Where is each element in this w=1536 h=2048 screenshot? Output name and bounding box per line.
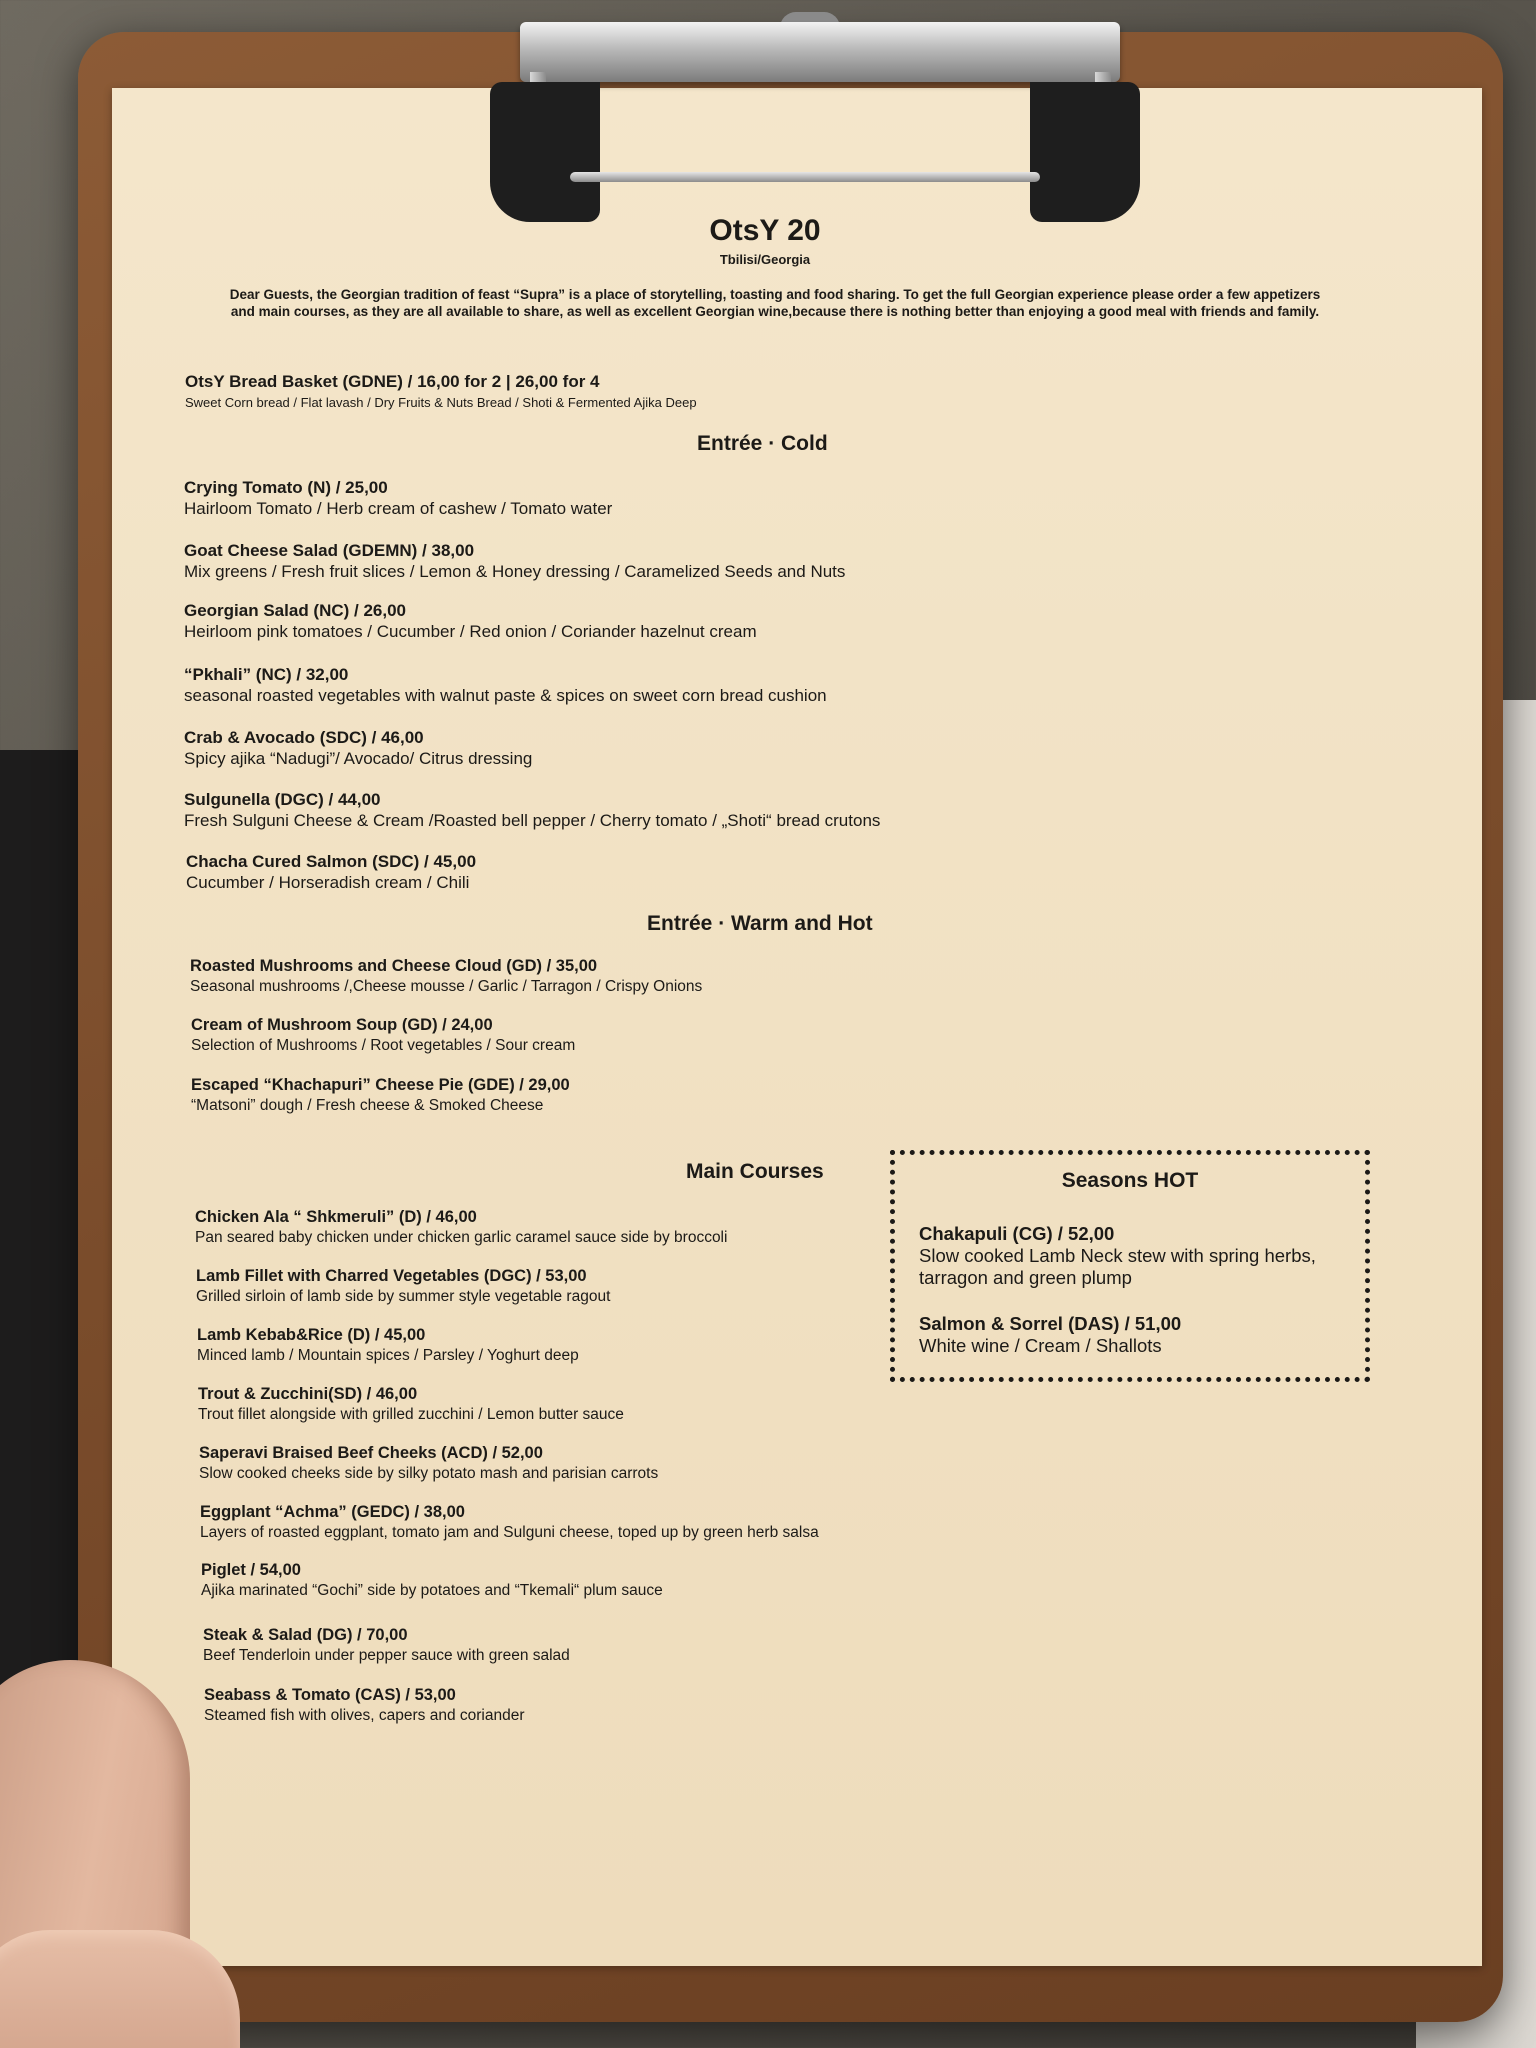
menu-title: OtsY 20: [709, 214, 821, 247]
menu-item: [196, 1266, 610, 1308]
item-description: Ajika marinated “Gochi” side by potatoes and “Tkemali“ plum sauce: [201, 1582, 663, 1599]
item-name: “Pkhali” (NC) / 32,00: [184, 665, 349, 684]
section-heading-warm: Entrée · Warm and Hot: [647, 912, 873, 935]
season-item: [919, 1223, 1319, 1289]
menu-item: [190, 956, 702, 998]
item-name: Cream of Mushroom Soup (GD) / 24,00: [191, 1016, 493, 1034]
item-name: Lamb Fillet with Charred Vegetables (DGC) / 53,00: [196, 1267, 587, 1285]
item-description: Hairloom Tomato / Herb cream of cashew / Tomato water: [184, 499, 613, 518]
item-name: Goat Cheese Salad (GDEMN) / 38,00: [184, 541, 475, 560]
section-heading-seasons: Seasons HOT: [1061, 1169, 1199, 1192]
menu-item: [184, 478, 612, 520]
item-description: Seasonal mushrooms /,Cheese mousse / Garlic / Tarragon / Crispy Onions: [190, 978, 703, 995]
menu-item: [203, 1625, 570, 1667]
menu-item: [184, 601, 757, 643]
item-description: Steamed fish with olives, capers and coriander: [204, 1707, 525, 1724]
item-name: Steak & Salad (DG) / 70,00: [203, 1626, 408, 1644]
seasons-hot-box: [890, 1150, 1370, 1382]
section-heading-cold: Entrée · Cold: [697, 432, 828, 455]
item-name: Crab & Avocado (SDC) / 46,00: [184, 728, 424, 747]
item-description: Minced lamb / Mountain spices / Parsley / Yoghurt deep: [197, 1347, 579, 1364]
menu-item: [184, 790, 880, 832]
item-description: Sweet Corn bread / Flat lavash / Dry Fruits & Nuts Bread / Shoti & Fermented Ajika Deep: [185, 395, 697, 410]
season-item: [919, 1313, 1339, 1357]
item-description: Heirloom pink tomatoes / Cucumber / Red onion / Coriander hazelnut cream: [184, 622, 757, 641]
item-description: “Matsoni” dough / Fresh cheese & Smoked Cheese: [191, 1097, 544, 1114]
item-name: Eggplant “Achma” (GEDC) / 38,00: [200, 1503, 465, 1521]
menu-item: [201, 1560, 663, 1602]
item-description: Trout fillet alongside with grilled zucchini / Lemon butter sauce: [198, 1406, 624, 1423]
menu-item: [184, 665, 827, 707]
item-description: Pan seared baby chicken under chicken garlic caramel sauce side by broccoli: [195, 1229, 728, 1246]
section-heading-main: Main Courses: [686, 1160, 824, 1183]
item-name: Escaped “Khachapuri” Cheese Pie (GDE) / 29,00: [191, 1076, 570, 1094]
item-name: Lamb Kebab&Rice (D) / 45,00: [197, 1326, 426, 1344]
item-name: Seabass & Tomato (CAS) / 53,00: [204, 1686, 456, 1704]
clip-foot-left: [490, 82, 600, 222]
item-name: Crying Tomato (N) / 25,00: [184, 478, 388, 497]
clip-plate: [520, 22, 1120, 82]
item-description: Mix greens / Fresh fruit slices / Lemon & Honey dressing / Caramelized Seeds and Nuts: [184, 562, 846, 581]
item-name: Trout & Zucchini(SD) / 46,00: [198, 1385, 418, 1403]
item-name: Georgian Salad (NC) / 26,00: [184, 601, 407, 620]
item-name: Piglet / 54,00: [201, 1561, 301, 1579]
item-description: Cucumber / Horseradish cream / Chili: [186, 873, 470, 892]
item-description: Selection of Mushrooms / Root vegetables / Sour cream: [191, 1037, 576, 1054]
menu-item: [184, 728, 532, 770]
menu-item: [195, 1207, 727, 1249]
menu-intro: Dear Guests, the Georgian tradition of feast “Supra” is a place of storytelling, toasting and food sharing. To get the full Georgian experience please order a few appetizers and main courses, as they are all available to share, as well as excellent Georgian wine,because there is nothing better than enjoying a good meal with friends and family.: [229, 287, 1321, 319]
item-description: Grilled sirloin of lamb side by summer style vegetable ragout: [196, 1288, 611, 1305]
menu-item: [186, 852, 476, 894]
item-description: seasonal roasted vegetables with walnut paste & spices on sweet corn bread cushion: [184, 686, 827, 705]
menu-item: [204, 1685, 525, 1727]
menu-item: [191, 1075, 570, 1117]
clipboard-clip: [490, 12, 1145, 212]
item-description: Fresh Sulguni Cheese & Cream /Roasted bell pepper / Cherry tomato / „Shoti“ bread crutons: [184, 811, 881, 830]
menu-item: [199, 1443, 658, 1485]
item-name: Salmon & Sorrel (DAS) / 51,00: [919, 1313, 1182, 1334]
item-description: Beef Tenderloin under pepper sauce with green salad: [203, 1647, 570, 1664]
item-name: Sulgunella (DGC) / 44,00: [184, 790, 381, 809]
item-description: Spicy ajika “Nadugi”/ Avocado/ Citrus dressing: [184, 749, 533, 768]
bread-basket-item: [185, 372, 697, 414]
item-description: Slow cooked cheeks side by silky potato mash and parisian carrots: [199, 1465, 659, 1482]
background-shadow: [0, 750, 90, 1750]
menu-item: [197, 1325, 579, 1367]
item-name: Saperavi Braised Beef Cheeks (ACD) / 52,00: [199, 1444, 543, 1462]
item-name: Roasted Mushrooms and Cheese Cloud (GD) / 35,00: [190, 957, 598, 975]
menu-item: [184, 541, 845, 583]
item-name: Chicken Ala “ Shkmeruli” (D) / 46,00: [195, 1208, 477, 1226]
menu-location: Tbilisi/Georgia: [719, 252, 811, 267]
menu-item: [198, 1384, 624, 1426]
item-description: White wine / Cream / Shallots: [919, 1335, 1162, 1356]
item-description: Layers of roasted eggplant, tomato jam and Sulguni cheese, toped up by green herb salsa: [200, 1524, 819, 1541]
clip-wire: [570, 172, 1040, 182]
clip-foot-right: [1030, 82, 1140, 222]
menu-item: [191, 1015, 575, 1057]
menu-item: [200, 1502, 819, 1544]
item-name: Chakapuli (CG) / 52,00: [919, 1223, 1115, 1244]
item-name: Chacha Cured Salmon (SDC) / 45,00: [186, 852, 477, 871]
item-name: OtsY Bread Basket (GDNE) / 16,00 for 2 | 26,00 for 4: [185, 372, 600, 391]
item-description: Slow cooked Lamb Neck stew with spring herbs, tarragon and green plump: [919, 1245, 1316, 1288]
thumb: [0, 1930, 240, 2048]
